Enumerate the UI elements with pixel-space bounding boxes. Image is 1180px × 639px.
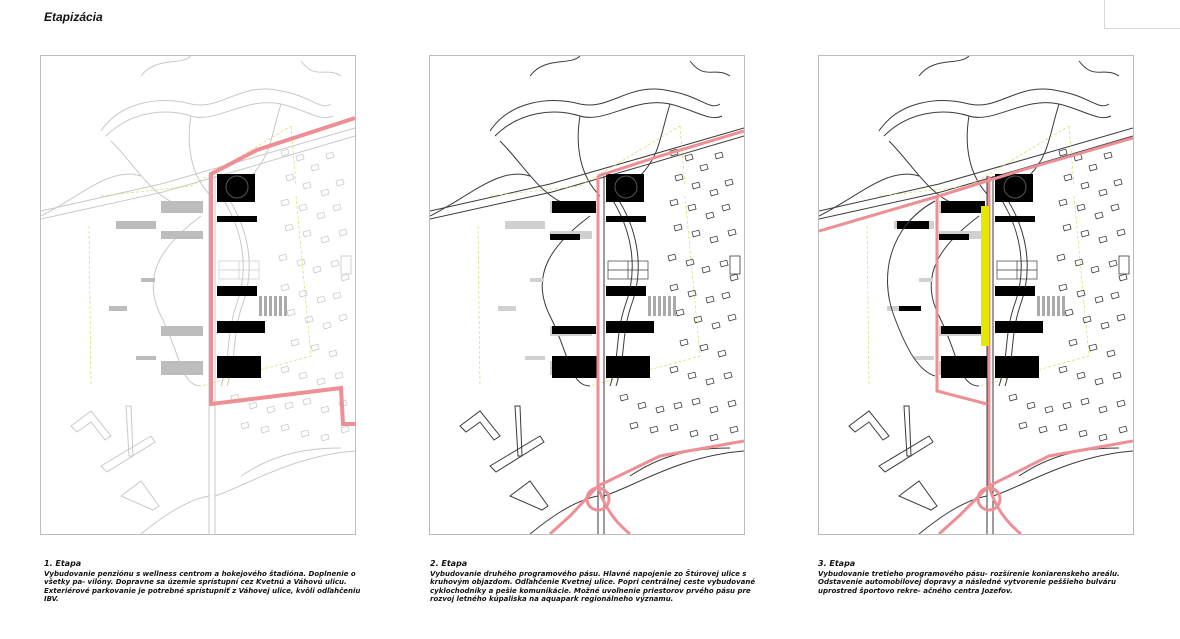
stage-3-caption [818, 560, 1148, 595]
stage-1-text: Vybudovanie penziónu s wellness centrom a hokejového štadióna. Doplnenie o všetky pa- vilóny. Dopravne sa územie sprístupní cez Kvetnú a Váhovú ulicu. Exteriérové parkovanie je potrebné sprístupniť z Váhovej ulice, kvôli odľahčeniu IBV. [44, 570, 361, 603]
site-plan-stage-1 [40, 55, 356, 535]
corner-frame [1104, 0, 1180, 29]
stage-2-text: Vybudovanie druhého programového pásu. Hlavné napojenie zo Štúrovej ulice s kruhovým objazdom. Odľahčenie Kvetnej ulice. Popri centrálnej ceste vybudované cyklochodníky a pešie komunikácie. Možné uvoľnenie priestorov prvého pásu pre rozvoj letného kúpaliska na aquapark regionálneho významu. [430, 570, 756, 603]
stage-3-title: 3. Etapa [818, 559, 856, 568]
stage-2-caption [430, 560, 760, 603]
site-plan-stage-2 [429, 55, 745, 535]
stage-3-text: Vybudovanie tretieho programového pásu- rozšírenie koniarenskeho areálu. Odstavenie automobilovej dopravy a následné vytvorenie peššieho bulváru uprostred športovo rekre- ačného centra Jozefov. [818, 570, 1120, 595]
stage-1-title: 1. Etapa [44, 559, 82, 568]
page-title: Etapizácia [44, 10, 103, 24]
stage-1-caption [44, 560, 374, 603]
stage-2-title: 2. Etapa [430, 559, 468, 568]
site-plan-stage-3 [818, 55, 1134, 535]
